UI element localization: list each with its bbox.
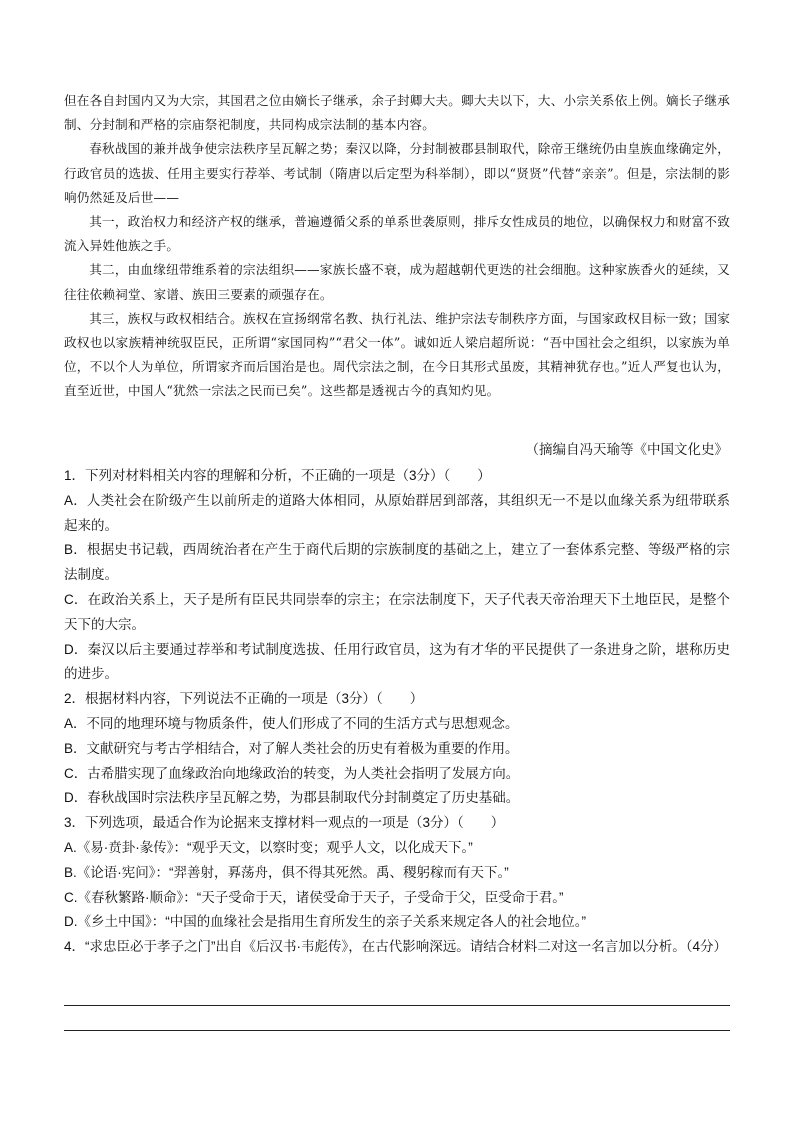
question-3-option-b[interactable]: B.《论语·宪问》：“羿善射，奡荡舟，俱不得其死然。禹、稷躬稼而有天下。” xyxy=(64,864,509,880)
passage-paragraph-5: 其三，族权与政权相结合。族权在宣扬纲常名教、执行礼法、维护宗法专制秩序方面，与国家政权目标一致；国家政权也以家族精神统驭臣民，正所谓“家国同构”“君父一体”。诚如近人梁启超所说：“吾中国社会之组织，以家族为单位，不以个人为单位，所谓家齐而后国治是也。周代宗法之制，在今日其形式虽废，其精神犹存也。”近人严复也认为，直至近世，中国人“犹然一宗法之民而已矣”。这些都是透视古今的真知灼见。 xyxy=(64,310,730,399)
question-1-stem: 1．下列对材料相关内容的理解和分析，不正确的一项是（3分）（ ） xyxy=(64,468,491,483)
question-3-option-c[interactable]: C.《春秋繁路·顺命》：“天子受命于天，诸侯受命于天子，子受命于父，臣受命于君。” xyxy=(64,889,564,905)
question-list xyxy=(64,438,730,960)
answer-line-1[interactable] xyxy=(64,1005,730,1006)
question-3-stem: 3．下列选项，最适合作为论据来支撑材料一观点的一项是（3分）（ ） xyxy=(64,815,505,831)
question-2-stem: 2．根据材料内容，下列说法不正确的一项是（3分）（ ） xyxy=(64,691,424,707)
question-1-option-b[interactable]: B．根据史书记载，西周统治者在产生于商代后期的宗族制度的基础之上，建立了一套体系完整、等级严格的宗法制度。 xyxy=(64,542,730,583)
passage-paragraph-2: 春秋战国的兼并战争使宗法秩序呈瓦解之势；秦汉以降，分封制被郡县制取代，除帝王继统仍由皇族血缘确定外，行政官员的选拔、任用主要实行荐举、考试制（隋唐以后定型为科举制），即以“贤贤”代替“亲亲”。但是，宗法制的影响仍然延及后世—— xyxy=(64,141,730,205)
question-3-option-a[interactable]: A.《易·贲卦·彖传》：“观乎天文，以察时变；观乎人文，以化成天下。” xyxy=(64,839,473,855)
question-2-option-a[interactable]: A．不同的地理环境与物质条件，使人们形成了不同的生活方式与思想观念。 xyxy=(64,715,519,731)
source-spacer xyxy=(64,438,730,464)
answer-line-2[interactable] xyxy=(64,1030,730,1031)
question-1-option-a[interactable]: A．人类社会在阶级产生以前所走的道路大体相同，从原始群居到部落，其组织无一不是以血缘关系为纽带联系起来的。 xyxy=(64,492,730,533)
reading-passage xyxy=(64,89,730,404)
passage-paragraph-1: 但在各自封国内又为大宗，其国君之位由嫡长子继承，余子封卿大夫。卿大夫以下，大、小宗关系依上例。嫡长子继承制、分封制和严格的宗庙祭祀制度，共同构成宗法制的基本内容。 xyxy=(64,93,730,133)
passage-paragraph-4: 其二，由血缘纽带维系着的宗法组织——家族长盛不衰，成为超越朝代更迭的社会细胞。这种家族香火的延续，又往往依赖祠堂、家谱、族田三要素的顽强存在。 xyxy=(64,262,730,302)
question-2-option-b[interactable]: B．文献研究与考古学相结合，对了解人类社会的历史有着极为重要的作用。 xyxy=(64,740,519,756)
question-1-option-c[interactable]: C．在政治关系上，天子是所有臣民共同崇奉的宗主；在宗法制度下，天子代表天帝治理天下土地臣民，是整个天下的大宗。 xyxy=(64,591,730,632)
question-4-stem: 4．“求忠臣必于孝子之门”出自《后汉书·韦彪传》，在古代影响深远。请结合材料二对这一名言加以分析。（4分） xyxy=(64,939,728,955)
question-2-option-d[interactable]: D．春秋战国时宗法秩序呈瓦解之势，为郡县制取代分封制奠定了历史基础。 xyxy=(64,790,520,806)
passage-source: （摘编自冯天瑜等《中国文化史》 xyxy=(525,442,728,457)
question-1-option-d[interactable]: D．秦汉以后主要通过荐举和考试制度选拔、任用行政官员，这为有才华的平民提供了一条进身之阶，堪称历史的进步。 xyxy=(64,641,730,682)
question-3-option-d[interactable]: D.《乡土中国》：“中国的血缘社会是指用生育所发生的亲子关系来规定各人的社会地位。” xyxy=(64,914,586,930)
question-2-option-c[interactable]: C．古希腊实现了血缘政治向地缘政治的转变，为人类社会指明了发展方向。 xyxy=(64,765,520,781)
passage-paragraph-3: 其一，政治权力和经济产权的继承，普遍遵循父系的单系世袭原则，排斥女性成员的地位，以确保权力和财富不致流入异姓他族之手。 xyxy=(64,214,730,254)
